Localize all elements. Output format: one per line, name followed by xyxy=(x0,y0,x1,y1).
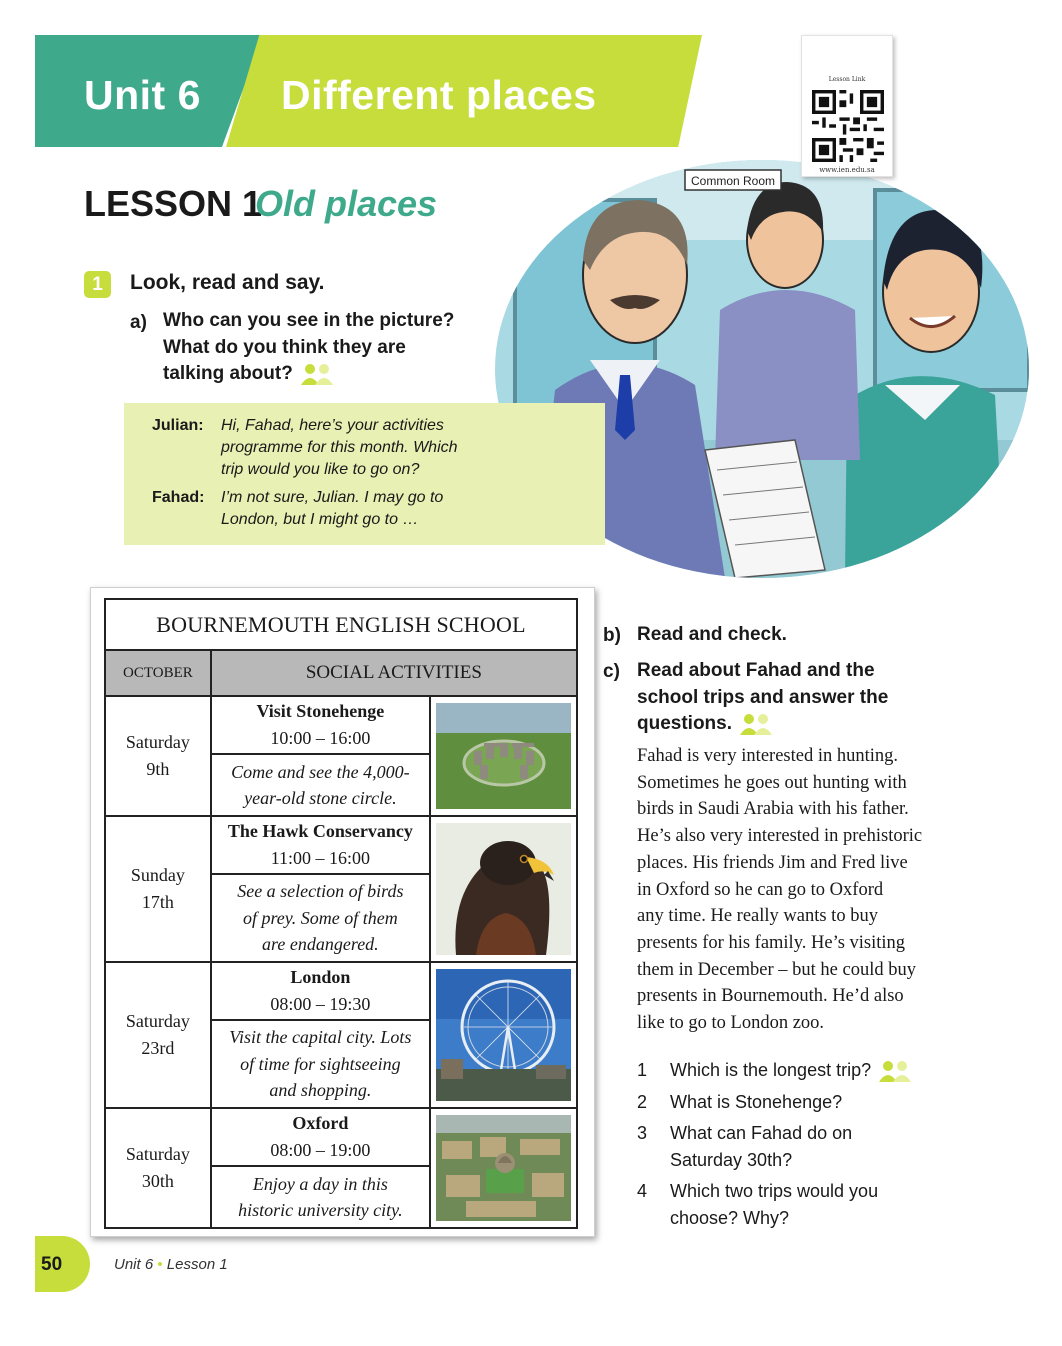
trip-cell xyxy=(211,696,430,754)
dialog-line-fahad xyxy=(221,487,481,531)
question-line: Which two trips would you xyxy=(670,1181,879,1201)
lesson-title: Old places xyxy=(255,183,438,224)
footer-breadcrumb xyxy=(114,1256,228,1273)
trip-time: 08:00 – 19:30 xyxy=(270,994,371,1014)
footer-unit: Unit 6 xyxy=(114,1256,154,1273)
question-c-text xyxy=(637,658,888,738)
oxford-photo xyxy=(430,1108,577,1228)
date-label: 23rd xyxy=(141,1038,175,1058)
speech-line: Hi, Fahad, here’s your activities xyxy=(221,417,444,434)
lesson-number: LESSON 1 xyxy=(84,183,263,224)
activity-title: Look, read and say. xyxy=(130,271,325,294)
reading-line: birds in Saudi Arabia with his father. xyxy=(637,799,909,820)
reading-line: He’s also very interested in prehistoric xyxy=(637,826,923,847)
activity-number-badge: 1 xyxy=(84,271,111,298)
common-room-sign: Common Room xyxy=(690,174,776,188)
hawk-photo xyxy=(430,816,577,962)
footer-separator: • xyxy=(157,1256,163,1273)
day-label: Saturday xyxy=(125,1144,190,1164)
question-a-line: Who can you see in the picture? xyxy=(163,310,455,331)
description-line: of time for sightseeing xyxy=(240,1053,401,1074)
question-line: What is Stonehenge? xyxy=(670,1092,843,1112)
description-line: Enjoy a day in this xyxy=(252,1173,388,1194)
question-c-line: Read about Fahad and the xyxy=(637,660,875,681)
day-cell xyxy=(105,696,211,816)
question-c-line: school trips and answer the xyxy=(637,686,889,708)
reading-line: presents for his family. He’s visiting xyxy=(637,932,906,953)
table-row xyxy=(105,962,577,1020)
qr-lesson-link[interactable] xyxy=(801,35,893,177)
question-text xyxy=(670,1057,960,1084)
description-line: Visit the capital city. Lots xyxy=(229,1027,412,1048)
month-header: OCTOBER xyxy=(105,650,211,696)
trip-time: 10:00 – 16:00 xyxy=(270,728,371,748)
trip-name: Oxford xyxy=(292,1113,349,1133)
pair-work-icon xyxy=(737,713,775,735)
reading-line: presents in Bournemouth. He’d also xyxy=(637,986,904,1007)
oxford-image xyxy=(436,1115,571,1221)
hawk-image xyxy=(436,823,571,955)
page-number: 50 xyxy=(41,1254,63,1275)
question-line: choose? Why? xyxy=(670,1208,790,1228)
activities-table xyxy=(104,598,578,1229)
description-line: are endangered. xyxy=(262,934,379,955)
question-number: 4 xyxy=(637,1181,648,1201)
table-row xyxy=(105,816,577,874)
trip-cell xyxy=(211,816,430,874)
day-cell xyxy=(105,816,211,962)
reading-line: Sometimes he goes out hunting with xyxy=(637,772,907,793)
question-a-line: talking about? xyxy=(163,363,293,384)
speech-line: I’m not sure, Julian. I may go to xyxy=(221,489,444,506)
question-b-letter: b) xyxy=(603,625,621,646)
day-label: Sunday xyxy=(130,865,185,885)
question-line: Saturday 30th? xyxy=(670,1150,793,1170)
london-eye-image xyxy=(436,969,571,1101)
trip-cell xyxy=(211,1108,430,1166)
trip-time: 08:00 – 19:00 xyxy=(270,1140,371,1160)
reading-line: any time. He really wants to buy xyxy=(637,906,878,927)
question-c-letter: c) xyxy=(603,661,620,682)
unit-label: Unit 6 xyxy=(84,72,201,118)
trip-description xyxy=(211,1166,430,1228)
question-number: 1 xyxy=(637,1060,648,1080)
qr-code-icon[interactable] xyxy=(812,90,884,162)
day-label: Saturday xyxy=(125,732,190,752)
stonehenge-image xyxy=(436,703,571,809)
day-label: Saturday xyxy=(125,1011,190,1031)
trip-description xyxy=(211,754,430,816)
unit-title: Different places xyxy=(281,72,597,118)
dialog-speaker-julian: Julian: xyxy=(152,417,204,434)
reading-passage xyxy=(637,743,977,1037)
question-text xyxy=(670,1178,960,1232)
description-line: year-old stone circle. xyxy=(244,788,397,808)
trip-time: 11:00 – 16:00 xyxy=(270,848,371,868)
speech-line: London, but I might go to … xyxy=(221,511,419,528)
dialog-line-julian xyxy=(221,415,481,481)
description-line: See a selection of birds xyxy=(237,881,404,902)
question-text xyxy=(670,1120,960,1174)
pair-work-icon xyxy=(876,1060,914,1082)
qr-url: www.ien.edu.sa xyxy=(819,166,875,174)
question-text xyxy=(670,1089,960,1116)
date-label: 9th xyxy=(146,759,170,779)
reading-line: them in December – but he could buy xyxy=(637,959,916,980)
trip-name: London xyxy=(290,967,351,987)
trip-name: Visit Stonehenge xyxy=(256,701,385,721)
speech-line: programme for this month. Which xyxy=(221,439,458,456)
date-label: 30th xyxy=(141,1171,174,1191)
trip-description xyxy=(211,1020,430,1108)
question-a-line: What do you think they are xyxy=(163,336,406,358)
social-activities-header: SOCIAL ACTIVITIES xyxy=(211,650,577,696)
question-a-text xyxy=(163,308,454,388)
description-line: Come and see the 4,000- xyxy=(231,761,410,782)
footer-lesson: Lesson 1 xyxy=(166,1256,228,1273)
description-line: of prey. Some of them xyxy=(242,907,398,928)
table-row xyxy=(105,1108,577,1166)
day-cell xyxy=(105,962,211,1108)
reading-line: in Oxford so he can go to Oxford xyxy=(637,879,884,900)
description-line: and shopping. xyxy=(269,1080,372,1101)
trip-name: The Hawk Conservancy xyxy=(227,821,413,841)
question-line: Which is the longest trip? xyxy=(670,1060,872,1080)
reading-line: like to go to London zoo. xyxy=(637,1013,825,1034)
pair-work-icon xyxy=(298,363,336,385)
description-line: historic university city. xyxy=(238,1200,403,1220)
qr-label: Lesson Link xyxy=(828,76,866,83)
dialog-speaker-fahad: Fahad: xyxy=(152,489,205,506)
day-cell xyxy=(105,1108,211,1228)
stonehenge-photo xyxy=(430,696,577,816)
trip-cell xyxy=(211,962,430,1020)
date-label: 17th xyxy=(141,892,174,912)
question-a-letter: a) xyxy=(130,312,147,333)
question-b-text: Read and check. xyxy=(637,624,787,645)
question-number: 3 xyxy=(637,1123,648,1143)
table-row xyxy=(105,696,577,754)
school-name: BOURNEMOUTH ENGLISH SCHOOL xyxy=(105,599,577,650)
question-line: What can Fahad do on xyxy=(670,1123,853,1143)
question-c-line: questions. xyxy=(637,713,733,734)
trip-description xyxy=(211,874,430,962)
speech-line: trip would you like to go on? xyxy=(221,461,420,478)
london-eye-photo xyxy=(430,962,577,1108)
reading-line: places. His friends Jim and Fred live xyxy=(637,852,908,873)
reading-line: Fahad is very interested in hunting. xyxy=(637,746,899,766)
question-number: 2 xyxy=(637,1092,648,1112)
